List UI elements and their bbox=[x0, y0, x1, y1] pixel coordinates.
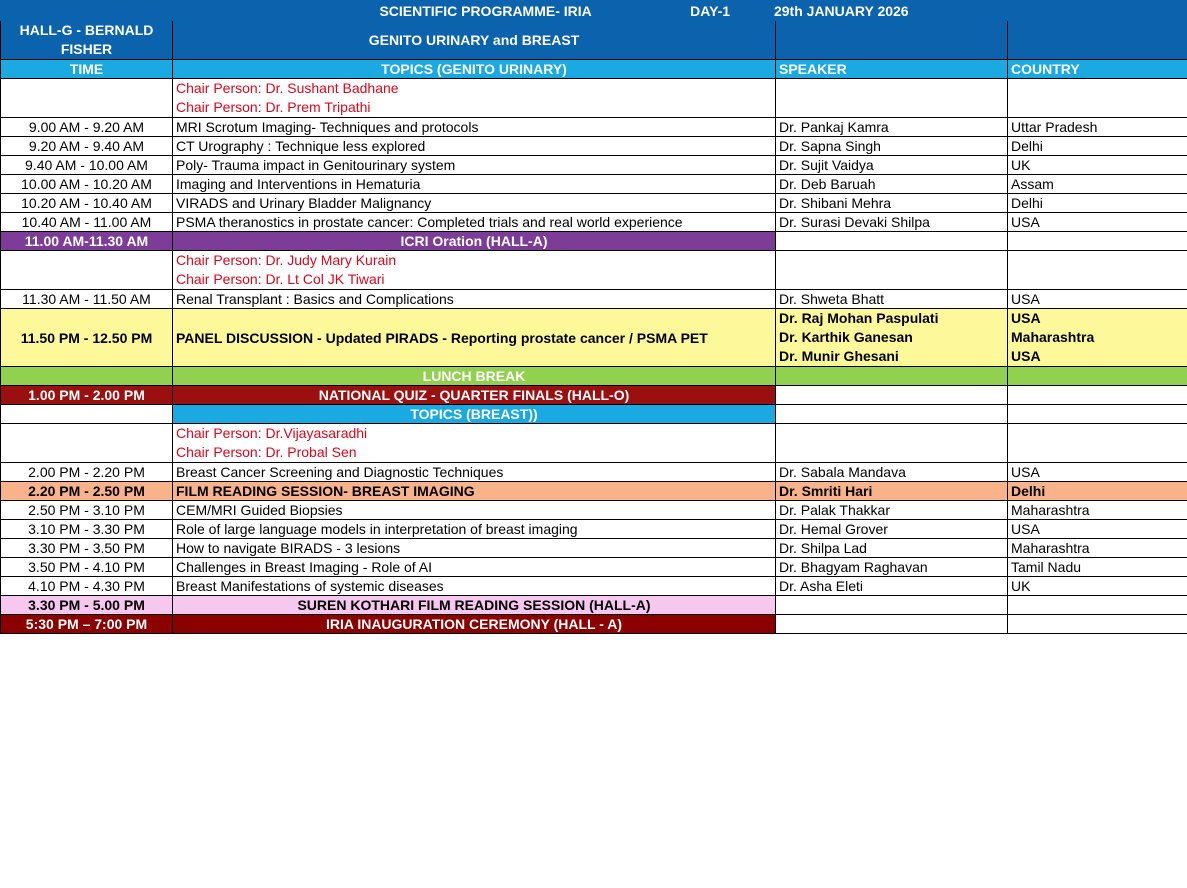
film-reading-row: 2.20 PM - 2.50 PM FILM READING SESSION- BREAST IMAGING Dr. Smriti Hari Delhi bbox=[1, 482, 1187, 501]
chair-person: Chair Person: Dr.Vijayasaradhi bbox=[176, 425, 368, 441]
chair-person: Chair Person: Dr. Prem Tripathi bbox=[176, 99, 371, 115]
chair-person: Chair Person: Dr. Sushant Badhane bbox=[176, 80, 399, 96]
table-row: 9.20 AM - 9.40 AM CT Urography : Technique less explored Dr. Sapna Singh Delhi bbox=[1, 137, 1187, 156]
track-name: GENITO URINARY and BREAST bbox=[173, 21, 776, 60]
hall-row bbox=[1, 21, 1187, 60]
title-row bbox=[1, 1, 1187, 21]
table-row: 10.00 AM - 10.20 AM Imaging and Interventions in Hematuria Dr. Deb Baruah Assam bbox=[1, 175, 1187, 194]
chair-person: Chair Person: Dr. Probal Sen bbox=[176, 444, 357, 460]
topics-breast-row: TOPICS (BREAST)) bbox=[1, 405, 1187, 424]
table-row: 3.10 PM - 3.30 PM Role of large language models in interpretation of breast imaging Dr. Hemal Grover USA bbox=[1, 520, 1187, 539]
day-label: DAY-1 bbox=[690, 2, 731, 19]
table-row: 9.00 AM - 9.20 AM MRI Scrotum Imaging- Techniques and protocols Dr. Pankaj Kamra Uttar Pradesh bbox=[1, 118, 1187, 137]
oration-row: 11.00 AM-11.30 AM ICRI Oration (HALL-A) bbox=[1, 232, 1187, 251]
col-speaker: SPEAKER bbox=[776, 60, 1008, 79]
chair-person: Chair Person: Dr. Judy Mary Kurain bbox=[176, 252, 397, 268]
lunch-row: LUNCH BREAK bbox=[1, 367, 1187, 386]
table-row: 2.00 PM - 2.20 PM Breast Cancer Screening and Diagnostic Techniques Dr. Sabala Mandava USA bbox=[1, 463, 1187, 482]
table-row: 11.30 AM - 11.50 AM Renal Transplant : Basics and Complications Dr. Shweta Bhatt USA bbox=[1, 290, 1187, 309]
chair-row bbox=[1, 424, 1187, 463]
table-row: 3.30 PM - 3.50 PM How to navigate BIRADS - 3 lesions Dr. Shilpa Lad Maharashtra bbox=[1, 539, 1187, 558]
inauguration-row: 5:30 PM – 7:00 PM IRIA INAUGURATION CEREMONY (HALL - A) bbox=[1, 615, 1187, 634]
date-label: 29th JANUARY 2026 bbox=[773, 2, 909, 19]
panel-row: 11.50 PM - 12.50 PM PANEL DISCUSSION - Updated PIRADS - Reporting prostate cancer / PSMA PET Dr. Raj Mohan Paspulati Dr. Karthik Ganesan Dr. Munir Ghesani USA Maharashtra USA bbox=[1, 309, 1187, 367]
suren-row: 3.30 PM - 5.00 PM SUREN KOTHARI FILM READING SESSION (HALL-A) bbox=[1, 596, 1187, 615]
col-time: TIME bbox=[1, 60, 173, 79]
col-country: COUNTRY bbox=[1008, 60, 1187, 79]
table-row: 2.50 PM - 3.10 PM CEM/MRI Guided Biopsies Dr. Palak Thakkar Maharashtra bbox=[1, 501, 1187, 520]
column-header-row bbox=[1, 60, 1187, 79]
col-topics-gu: TOPICS (GENITO URINARY) bbox=[173, 60, 776, 79]
table-row: 10.40 AM - 11.00 AM PSMA theranostics in prostate cancer: Completed trials and real world experience Dr. Surasi Devaki Shilpa USA bbox=[1, 213, 1187, 232]
table-row: 4.10 PM - 4.30 PM Breast Manifestations of systemic diseases Dr. Asha Eleti UK bbox=[1, 577, 1187, 596]
hall-name: HALL-G - BERNALD FISHER bbox=[1, 21, 173, 60]
chair-row bbox=[1, 79, 1187, 118]
table-row: 3.50 PM - 4.10 PM Challenges in Breast Imaging - Role of AI Dr. Bhagyam Raghavan Tamil Nadu bbox=[1, 558, 1187, 577]
chair-person: Chair Person: Dr. Lt Col JK Tiwari bbox=[176, 271, 385, 287]
chair-row bbox=[1, 251, 1187, 290]
programme-title: SCIENTIFIC PROGRAMME- IRIA bbox=[379, 2, 592, 19]
table-row: 10.20 AM - 10.40 AM VIRADS and Urinary Bladder Malignancy Dr. Shibani Mehra Delhi bbox=[1, 194, 1187, 213]
table-row: 9.40 AM - 10.00 AM Poly- Trauma impact in Genitourinary system Dr. Sujit Vaidya UK bbox=[1, 156, 1187, 175]
quiz-row: 1.00 PM - 2.00 PM NATIONAL QUIZ - QUARTER FINALS (HALL-O) bbox=[1, 386, 1187, 405]
